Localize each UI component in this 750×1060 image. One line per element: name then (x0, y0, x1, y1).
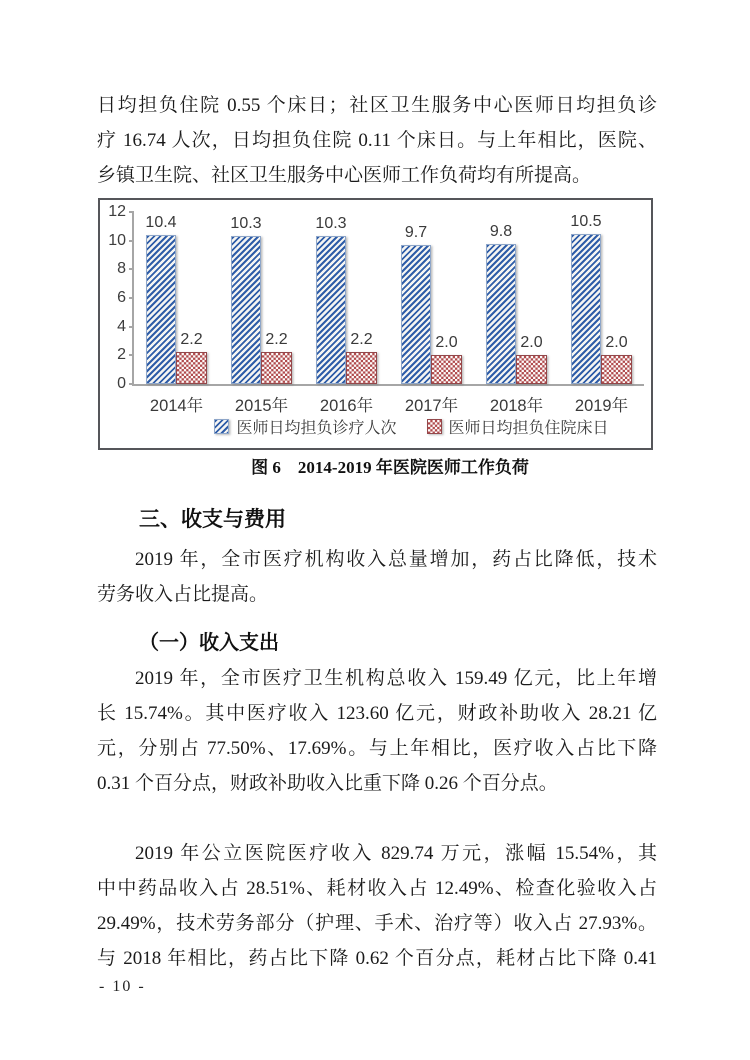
chart-legend (180, 415, 643, 438)
bar-value-label: 2.2 (265, 331, 288, 349)
y-tick-label: 12 (108, 203, 126, 220)
bar-visits-per-doctor-daily (316, 236, 346, 384)
y-tick-mark (129, 326, 134, 328)
x-tick-label: 2018年 (489, 397, 544, 415)
bar-beddays-per-doctor-daily (431, 355, 462, 384)
bar-beddays-per-doctor-daily (176, 352, 207, 384)
text-line: 2019 年，全市医疗机构收入总量增加，药占比降低，技术 (135, 549, 657, 570)
bar-visits-per-doctor-daily (486, 244, 516, 384)
bar-value-label: 2.2 (350, 331, 373, 349)
text-line: 乡镇卫生院、社区卫生服务中心医师工作负荷均有所提高。 (97, 165, 592, 186)
x-tick-label: 2014年 (149, 397, 204, 415)
legend-label: 医师日均担负诊疗人次 (236, 420, 397, 437)
text-line: 2019 年公立医院医疗收入 829.74 万元，涨幅 15.54%，其 (135, 843, 657, 864)
paragraph-public-hospital (97, 836, 657, 976)
text-line: 29.49%，技术劳务部分（护理、手术、治疗等）收入占 27.93%。 (97, 913, 657, 934)
x-tick-label: 2019年 (574, 397, 629, 415)
subsection-heading: （一）收入支出 (139, 632, 279, 654)
bar-beddays-per-doctor-daily (261, 352, 292, 384)
x-tick-label: 2016年 (319, 397, 374, 415)
paragraph-revenue-summary (97, 542, 657, 612)
legend-item (427, 415, 609, 438)
bar-value-label: 2.0 (520, 334, 543, 352)
bar-value-label: 10.5 (570, 212, 602, 230)
y-tick-label: 10 (108, 231, 126, 249)
text-line: 与 2018 年相比，药占比下降 0.62 个百分点，耗材占比下降 0.41 (97, 948, 657, 969)
paragraph-income-expense (97, 661, 657, 801)
y-tick-mark (129, 297, 134, 299)
bar-beddays-per-doctor-daily (346, 352, 377, 384)
page-number: - 10 - (99, 978, 146, 995)
paragraph-workload (97, 88, 657, 193)
bar-value-label: 2.0 (435, 334, 458, 352)
text-line: 劳务收入占比提高。 (97, 584, 269, 605)
bar-beddays-per-doctor-daily (601, 355, 632, 384)
y-tick-mark (129, 354, 134, 356)
y-tick-label: 2 (117, 346, 126, 364)
bar-value-label: 10.4 (145, 213, 177, 231)
y-tick-label: 6 (117, 289, 126, 306)
y-tick-mark (129, 211, 134, 213)
y-tick-mark (129, 268, 134, 270)
bar-visits-per-doctor-daily (146, 235, 176, 384)
section-heading: 三、收支与费用 (139, 508, 286, 531)
y-tick-label: 0 (117, 375, 126, 392)
bar-value-label: 10.3 (230, 215, 262, 233)
legend-label: 医师日均担负住院床日 (448, 420, 609, 437)
y-tick-label: 4 (117, 317, 126, 335)
text-line: 日均担负住院 0.55 个床日；社区卫生服务中心医师日均担负诊 (97, 95, 657, 116)
bar-visits-per-doctor-daily (231, 236, 261, 384)
text-line: 中中药品收入占 28.51%、耗材收入占 12.49%、检查化验收入占 (97, 878, 657, 899)
y-tick-mark (129, 383, 134, 385)
bar-beddays-per-doctor-daily (516, 355, 547, 384)
bar-visits-per-doctor-daily (571, 234, 601, 385)
x-tick-label: 2015年 (234, 397, 289, 415)
y-tick-mark (129, 240, 134, 242)
text-line: 0.31 个百分点，财政补助收入比重下降 0.26 个百分点。 (97, 773, 558, 794)
bar-value-label: 10.3 (315, 215, 347, 233)
bar-visits-per-doctor-daily (401, 245, 431, 384)
figure-caption: 图 6 2014-2019 年医院医师工作负荷 (251, 458, 529, 477)
bar-value-label: 2.0 (605, 334, 628, 352)
x-tick-label: 2017年 (404, 397, 459, 415)
chart-plot-area (132, 212, 644, 386)
figure-6-bar-chart (98, 198, 653, 450)
text-line: 疗 16.74 人次，日均担负住院 0.11 个床日。与上年相比，医院、 (97, 130, 657, 151)
y-tick-label: 8 (117, 260, 126, 278)
bar-value-label: 2.2 (180, 331, 203, 349)
text-line: 元，分别占 77.50%、17.69%。与上年相比，医疗收入占比下降 (97, 738, 657, 759)
bar-value-label: 9.7 (404, 223, 428, 241)
bar-value-label: 9.8 (489, 222, 513, 240)
legend-swatch-visits-per-doctor-daily (214, 419, 229, 434)
legend-item (214, 415, 396, 438)
text-line: 长 15.74%。其中医疗收入 123.60 亿元，财政补助收入 28.21 亿 (97, 703, 657, 724)
legend-swatch-beddays-per-doctor-daily (427, 419, 442, 434)
text-line: 2019 年，全市医疗卫生机构总收入 159.49 亿元，比上年增 (135, 668, 657, 689)
